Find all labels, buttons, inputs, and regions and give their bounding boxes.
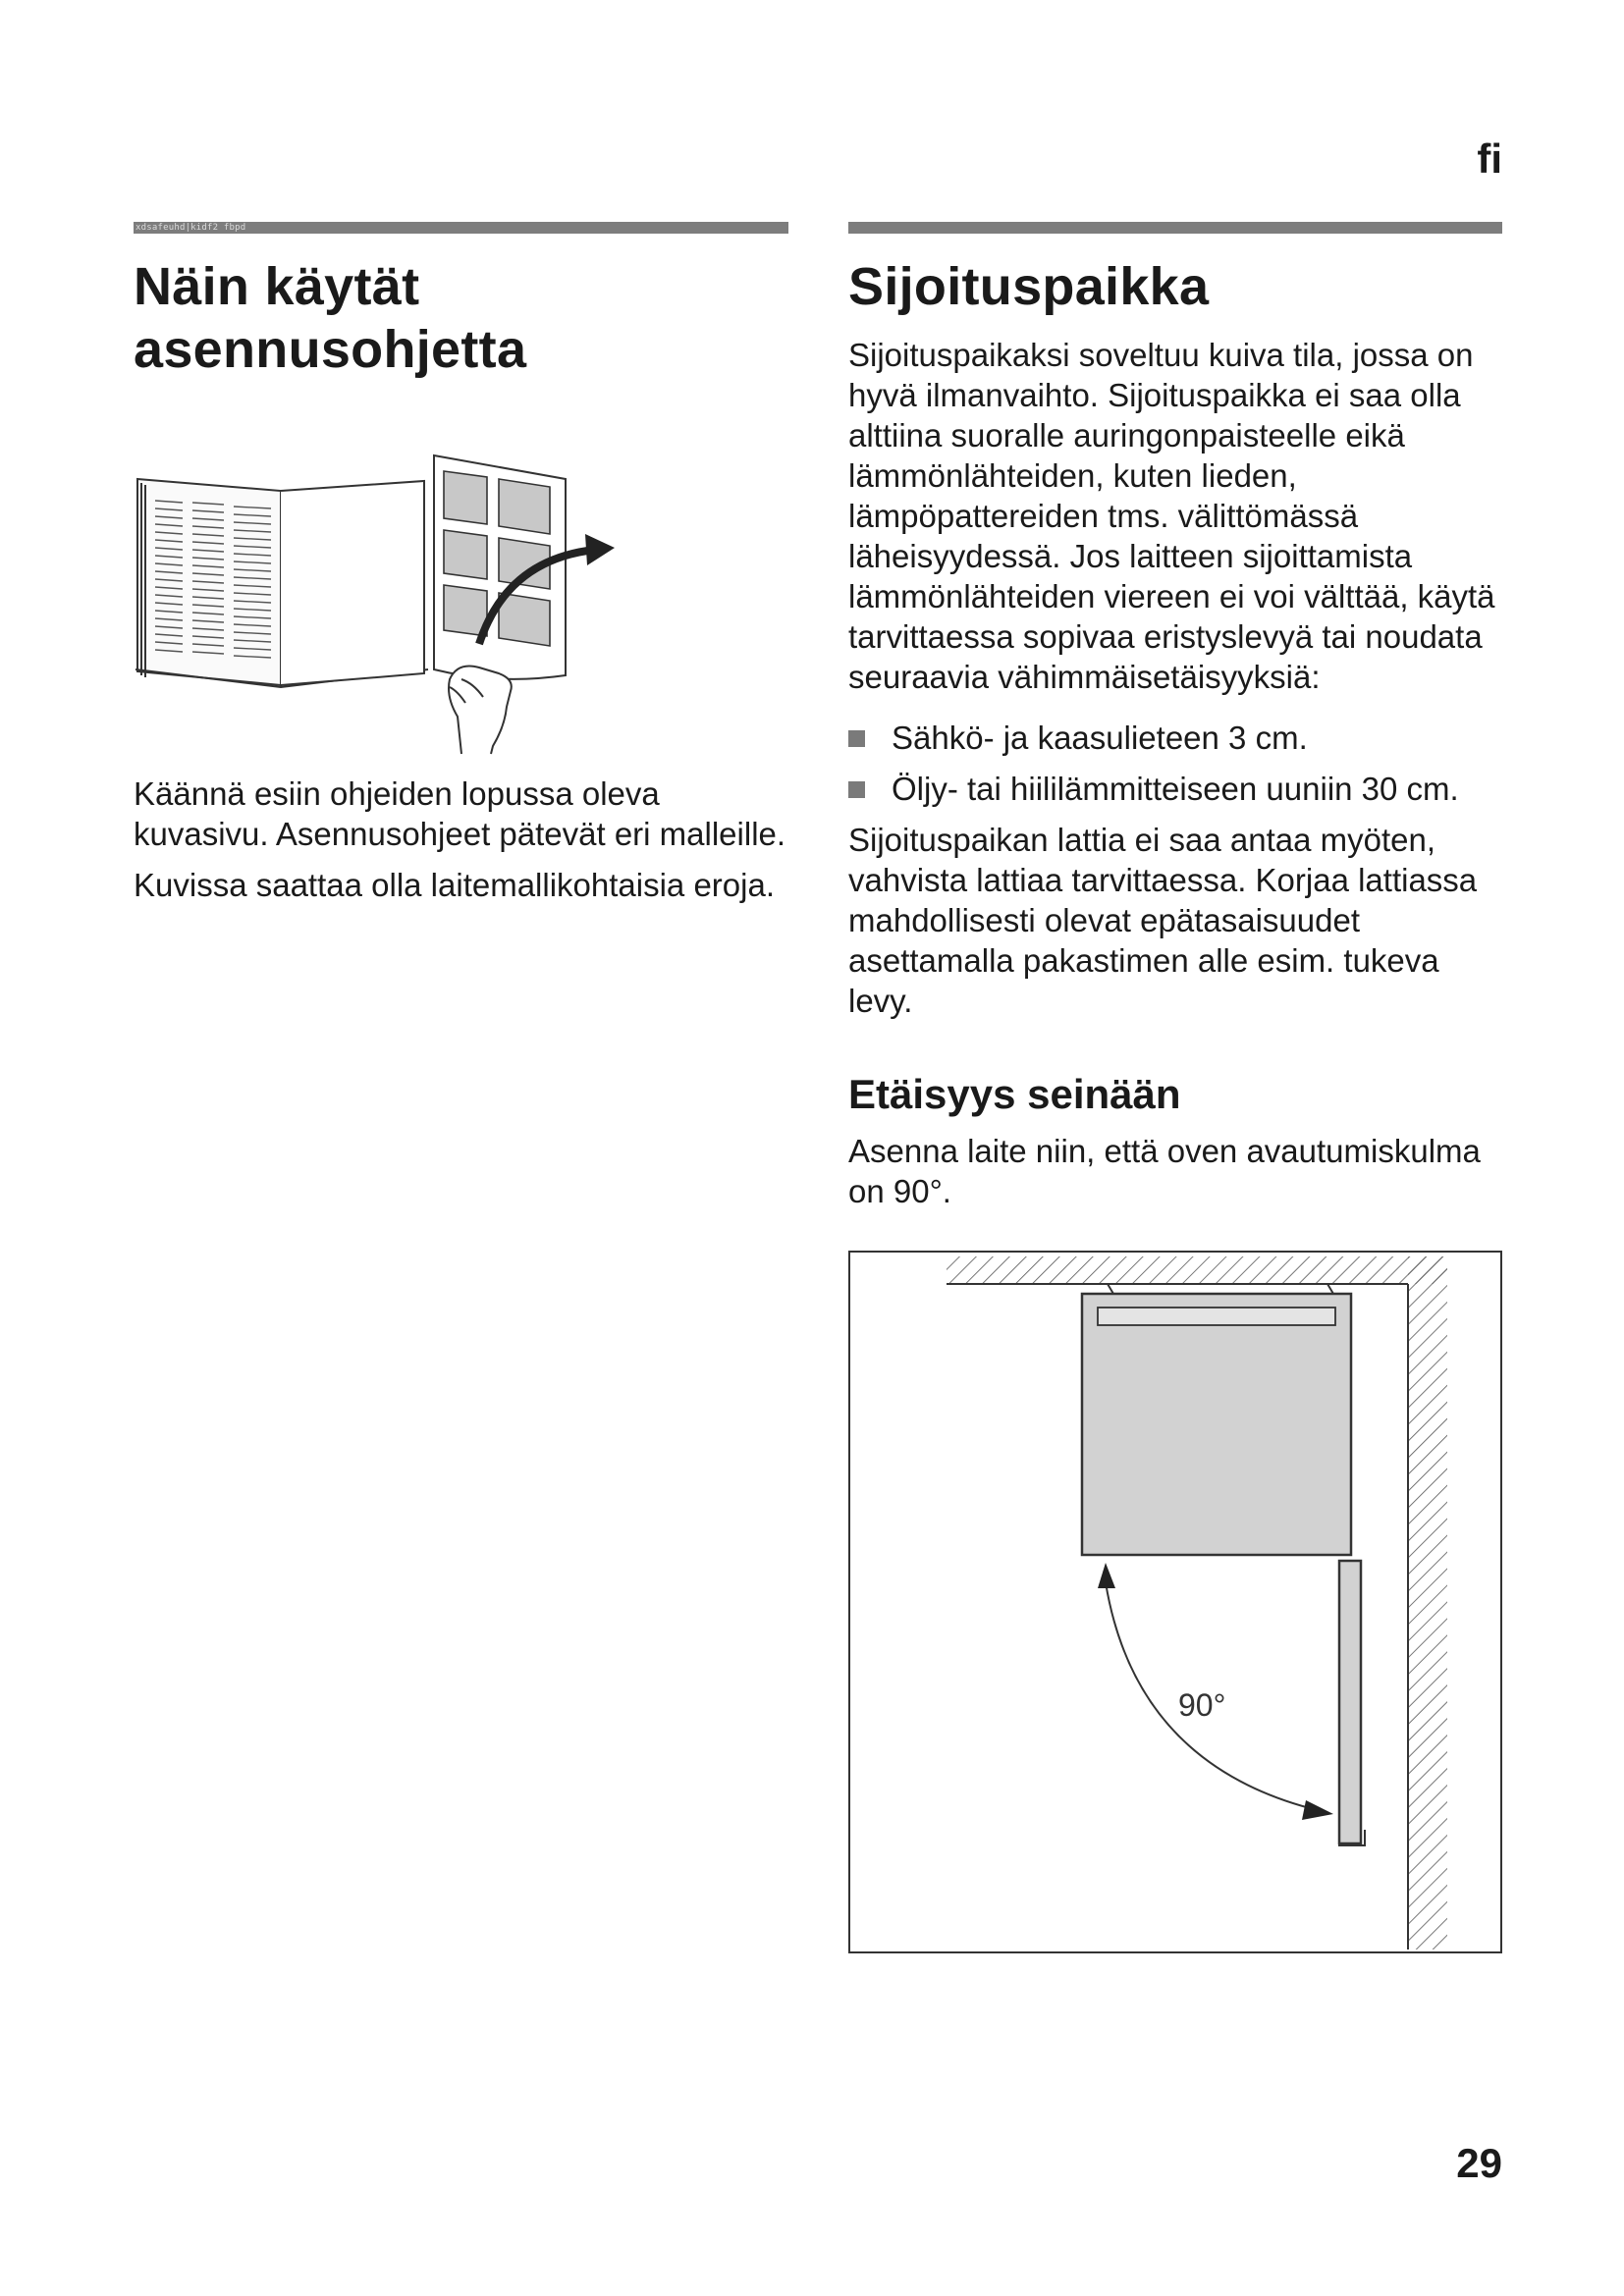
paragraph-door-angle: Asenna laite niin, että oven avautumiskulma on 90°. [848,1133,1481,1209]
distance-list [848,718,1502,809]
bullet-square-icon [848,781,865,798]
section-title-how-to-use [134,255,788,381]
door-opening-angle-diagram [848,1251,1502,1953]
paragraph-model-differences: Kuvissa saattaa olla laitemallikohtaisia eroja. [134,867,776,903]
section-rule-left [134,222,788,234]
angle-label: 90° [1178,1687,1226,1723]
paragraph-location-requirements: Sijoituspaikaksi soveltuu kuiva tila, jossa on hyvä ilmanvaihto. Sijoituspaikka ei saa olla alttiina suoralle auringonpaisteelle eikä lämmönlähteiden, kuten lieden, lämpöpattereiden tms. välittömässä läheisyydessä. Jos laitteen sijoittamista lämmönlähteiden viereen ei voi välttää, käytä tarvittaessa sopivaa eristyslevyä tai noudata seuraavia vähimmäisetäisyyksiä: [848,337,1495,695]
bullet-square-icon [848,730,865,747]
list-item-text: Öljy- tai hiililämmitteiseen uuniin 30 cm. [892,771,1459,807]
paragraph-floor: Sijoituspaikan lattia ei saa antaa myöten, vahvista lattiaa tarvittaessa. Korjaa lattiassa mahdollisesti olevat epätasaisuudet asettamalla pakastimen alle esim. tukeva levy. [848,822,1478,1019]
page-number: 29 [1456,2140,1502,2186]
title-line-2: asennusohjetta [134,320,527,379]
language-code: fi [1477,135,1502,182]
title-line-1: Näin käytät [134,257,420,316]
list-item [848,718,1502,758]
left-column [134,222,788,905]
list-item-text: Sähkö- ja kaasulieteen 3 cm. [892,720,1308,756]
right-column [848,222,1502,1953]
section-title-location: Sijoituspaikka [848,257,1210,316]
section-rule-right [848,222,1502,234]
paragraph-turn-page: Käännä esiin ohjeiden lopussa oleva kuvasivu. Asennusohjeet pätevät eri malleille. [134,775,786,852]
rule-code: xdsafeuhd|kidf2 fbpd [135,223,246,233]
subsection-title-wall-distance: Etäisyys seinään [848,1071,1181,1117]
book-page-turn-illustration [134,452,615,756]
list-item [848,769,1502,809]
